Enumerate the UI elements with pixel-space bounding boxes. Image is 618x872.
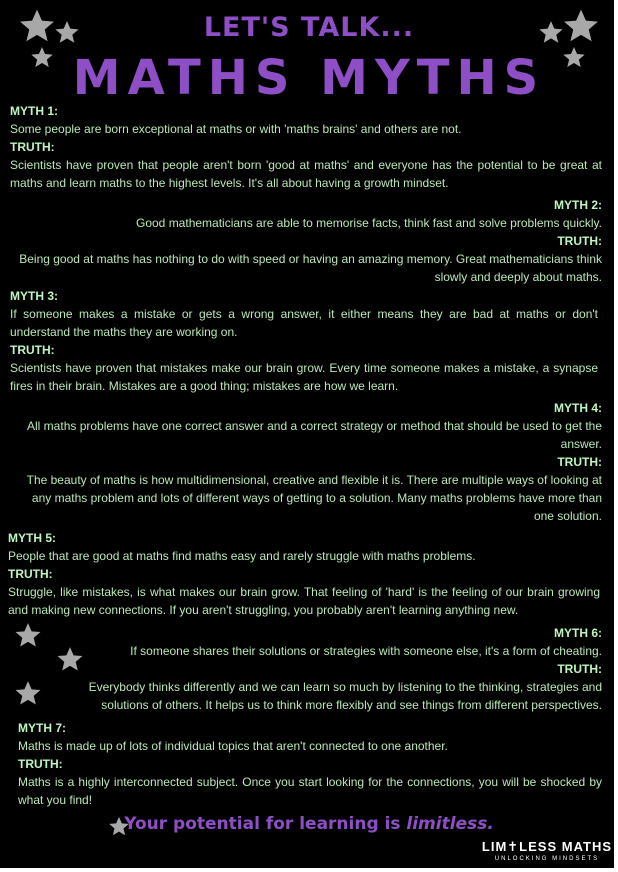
- footer-tagline: [0, 814, 618, 834]
- logo: [482, 839, 612, 862]
- truth-label: TRUTH:: [557, 455, 602, 469]
- myth-label: MYTH 5:: [8, 531, 56, 545]
- myth-text: Good mathematicians are able to memorise facts, think fast and solve problems quickly.: [136, 216, 602, 230]
- truth-label: TRUTH:: [10, 140, 55, 154]
- truth-label: TRUTH:: [557, 234, 602, 248]
- truth-text: Being good at maths has nothing to do with speed or having an amazing memory. Great mathematicians think slowly and deeply about maths.: [19, 252, 602, 284]
- logo-name: LIM✝LESS MATHS: [481, 839, 612, 854]
- header-kicker: LET'S TALK...: [203, 12, 415, 43]
- myth-text: All maths problems have one correct answer and a correct strategy or method that should be used to get the answer.: [27, 419, 602, 451]
- myth-text: People that are good at maths find maths easy and rarely struggle with maths problems.: [8, 549, 476, 563]
- truth-label: TRUTH:: [10, 343, 55, 357]
- myth-label: MYTH 6:: [554, 626, 602, 640]
- tagline-emphasis: limitless.: [406, 814, 494, 834]
- myth-text: Some people are born exceptional at maths or with 'maths brains' and others are not.: [10, 122, 462, 136]
- myth-5: [8, 529, 600, 619]
- tagline-start: Your potential for learning is: [124, 814, 407, 834]
- myth-label: MYTH 2:: [554, 198, 602, 212]
- truth-label: TRUTH:: [8, 567, 53, 581]
- star-icon: [14, 622, 42, 650]
- myth-7: [18, 719, 602, 809]
- truth-text: Maths is a highly interconnected subject. Once you start looking for the connections, you will be shocked by what you find!: [18, 775, 602, 807]
- truth-text: Everybody thinks differently and we can learn so much by listening to the thinking, strategies and solutions of others. It helps us to think more flexibly and see things from different perspectives.: [88, 680, 602, 712]
- logo-tagline: UNLOCKING MINDSETS: [494, 856, 600, 862]
- myth-1: [10, 102, 602, 192]
- truth-text: Struggle, like mistakes, is what makes our brain grow. That feeling of 'hard' is the feeling of our brain growing and making new connections. If you aren't struggling, you probably aren't learning anything new.: [8, 585, 600, 617]
- myth-label: MYTH 3:: [10, 289, 58, 303]
- myth-label: MYTH 4:: [554, 401, 602, 415]
- myth-3: [10, 287, 598, 395]
- myth-text: Maths is made up of lots of individual topics that aren't connected to one another.: [18, 739, 448, 753]
- truth-label: TRUTH:: [557, 662, 602, 676]
- myth-4: [12, 399, 602, 525]
- myth-2: [14, 196, 602, 286]
- myth-label: MYTH 7:: [18, 721, 66, 735]
- truth-text: Scientists have proven that people aren't born 'good at maths' and everyone has the potential to be great at maths and learn maths to the highest levels. It's all about having a growth mindset.: [10, 158, 602, 190]
- truth-text: Scientists have proven that mistakes make our brain grow. Every time someone makes a mistake, a synapse fires in their brain. Mistakes are a good thing; mistakes are how we learn.: [10, 361, 598, 393]
- myth-text: If someone shares their solutions or strategies with someone else, it's a form of cheating.: [130, 644, 602, 658]
- myth-text: If someone makes a mistake or gets a wrong answer, it either means they are bad at maths or don't understand the maths they are working on.: [10, 307, 598, 339]
- truth-label: TRUTH:: [18, 757, 63, 771]
- myth-6: [60, 624, 602, 714]
- star-icon: [14, 680, 42, 708]
- page-title: MATHS MYTHS: [72, 50, 546, 106]
- truth-text: The beauty of maths is how multidimensional, creative and flexible it is. There are multiple ways of looking at any maths problem and lots of different ways of getting to a solution. Many maths problems have more than one solution.: [26, 473, 602, 523]
- myth-label: MYTH 1:: [10, 104, 58, 118]
